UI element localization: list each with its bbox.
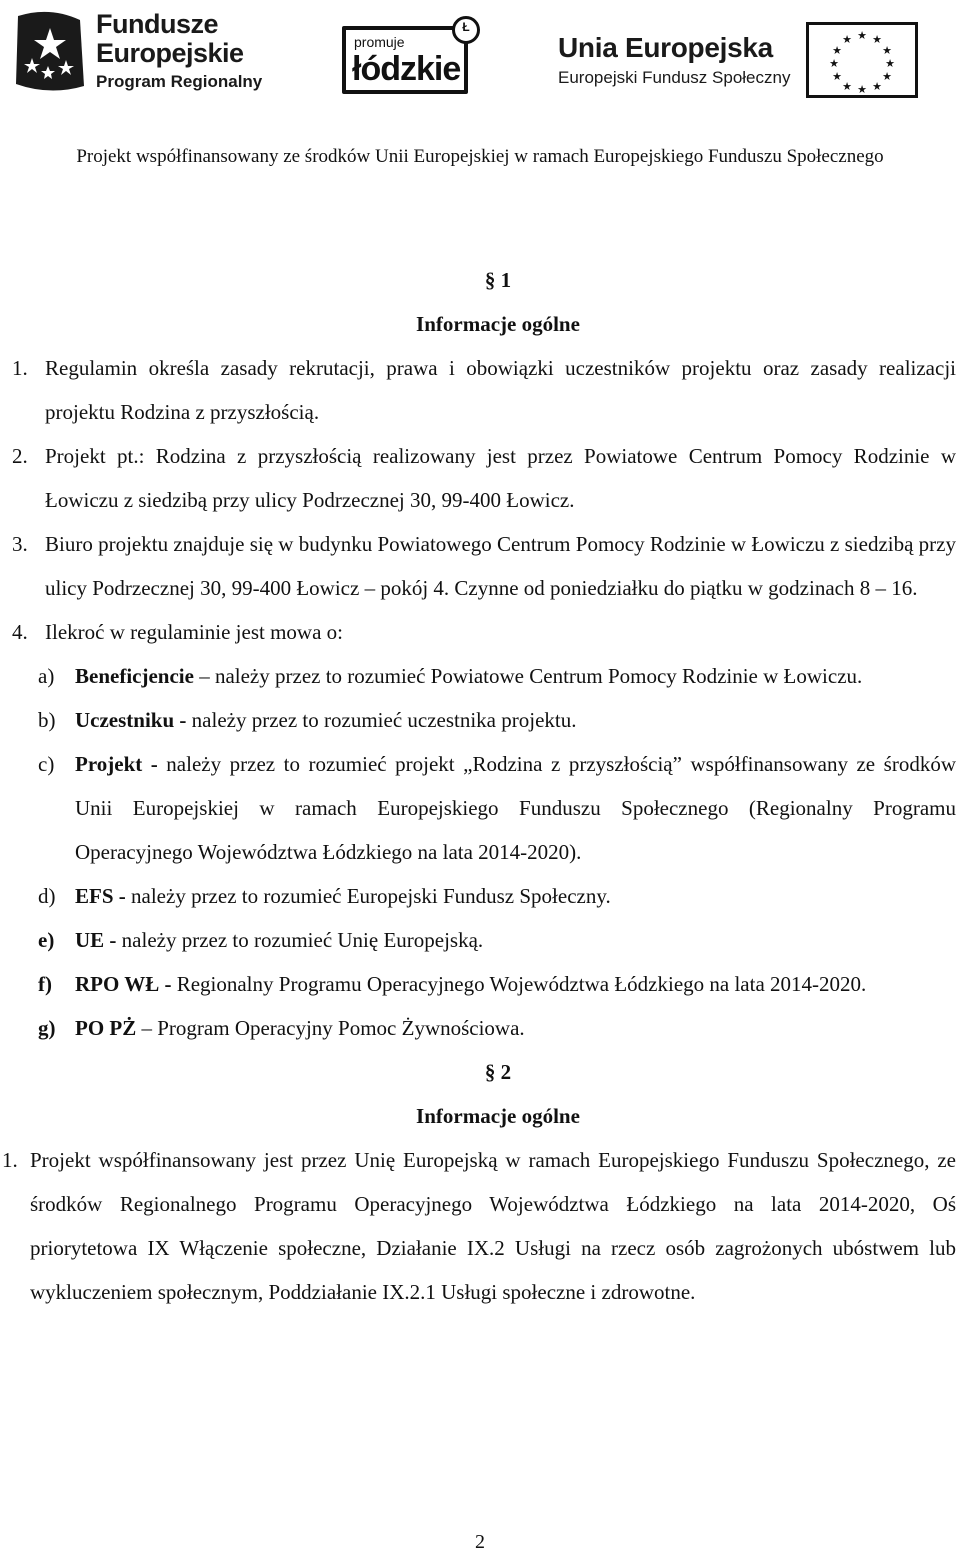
svg-text:★: ★ [882,44,893,57]
logo-header [0,0,960,135]
definition-item [0,698,960,742]
fundusze-europejskie-logo [10,6,262,94]
definition-text: Regionalny Programu Operacyjnego Województwa Łódzkiego na lata 2014-2020. [171,972,867,996]
definition-text: należy przez to rozumieć Europejski Fundusz Społeczny. [125,884,611,908]
svg-text:★: ★ [882,70,893,83]
definition-item [0,874,960,918]
list-item [0,522,960,610]
item-number: 1. [12,356,28,380]
svg-text:★: ★ [857,29,868,42]
item-number: 3. [12,532,28,556]
definition-term: Beneficjencie [75,664,194,688]
list-item [0,1138,960,1314]
definition-text: należy przez to rozumieć projekt „Rodzina z przyszłością” współfinansowany ze środków Unii Europejskiej w ramach Europejskiego Funduszu Społecznego (Regionalny Programu Operacyjnego Województwa Łódzkiego na lata 2014-2020). [75,752,956,864]
definition-letter: a) [38,664,55,688]
ue-logo-line2: Europejski Fundusz Społeczny [558,68,791,87]
definition-text: – Program Operacyjny Pomoc Żywnościowa. [136,1016,525,1040]
fe-logo-line2: Europejskie [96,37,244,68]
svg-text:★: ★ [842,33,853,46]
svg-text:★: ★ [885,57,896,70]
unia-europejska-logo [558,22,918,98]
definition-term: EFS - [75,884,126,908]
lodz-logo-big: łódzkie [352,50,461,88]
fe-logo-line1: Fundusze [96,8,218,39]
section-2-title: Informacje ogólne [416,1104,580,1128]
definition-letter: d) [38,884,56,908]
ue-logo-line1: Unia Europejska [558,32,773,63]
item-number: 4. [12,620,28,644]
list-item [0,346,960,434]
definition-term: RPO WŁ - [75,972,172,996]
svg-text:★: ★ [832,44,843,57]
definition-item [0,962,960,1006]
definition-text: należy przez to rozumieć uczestnika projektu. [186,708,577,732]
definition-term: Projekt - [75,752,158,776]
definition-item [0,918,960,962]
definition-letter: c) [38,752,55,776]
definition-letter: b) [38,708,56,732]
lodz-logo-small: promuje [354,34,405,50]
section-1-symbol: § 1 [484,268,512,292]
item-number: 1. [2,1148,18,1172]
item-text: Regulamin określa zasady rekrutacji, prawa i obowiązki uczestników projektu oraz zasady realizacji projektu Rodzina z przyszłością. [45,356,956,424]
eu-flag-icon [806,22,918,98]
svg-text:★: ★ [832,70,843,83]
fe-logo-line3: Program Regionalny [96,71,263,91]
lodz-badge-icon: Ł [452,16,480,44]
definition-term: Uczestniku - [75,708,187,732]
svg-text:★: ★ [857,83,868,95]
definition-term: PO PŻ [75,1016,137,1040]
definition-letter: f) [38,972,52,996]
definition-letter: e) [38,928,55,952]
item-text: Ilekroć w regulaminie jest mowa o: [45,620,343,644]
item-text: Projekt współfinansowany jest przez Unię Europejską w ramach Europejskiego Funduszu Społecznego, ze środków Regionalnego Programu Operacyjnego Województwa Łódzkiego na lata 2014-2020, Oś priorytetowa IX Włączenie społeczne, Działanie IX.2 Usługi na rzecz osób zagrożonych ubóstwem lub wykluczeniem społecznym, Poddziałanie IX.2.1 Usługi społeczne i zdrowotne. [30,1148,956,1304]
definition-text: należy przez to rozumieć Unię Europejską. [116,928,484,952]
section-1-title: Informacje ogólne [416,312,580,336]
fe-stars-icon [10,6,88,94]
cofinancing-subtitle: Projekt współfinansowany ze środków Unii Europejskiej w ramach Europejskiego Funduszu Społecznego [76,146,884,167]
definition-item [0,1006,960,1050]
list-item [0,610,960,654]
definition-item [0,742,960,874]
document-body [0,258,960,1314]
definition-item [0,654,960,698]
definition-text: – należy przez to rozumieć Powiatowe Centrum Pomocy Rodzinie w Łowiczu. [193,664,863,688]
svg-text:★: ★ [872,33,883,46]
svg-text:★: ★ [872,80,883,93]
section-2-symbol: § 2 [484,1060,512,1084]
item-text: Projekt pt.: Rodzina z przyszłością realizowany jest przez Powiatowe Centrum Pomocy Rodzinie w Łowiczu z siedzibą przy ulicy Podrzecznej 30, 99-400 Łowicz. [45,444,956,512]
svg-text:★: ★ [842,80,853,93]
svg-text:★: ★ [829,57,840,70]
item-text: Biuro projektu znajduje się w budynku Powiatowego Centrum Pomocy Rodzinie w Łowiczu z siedzibą przy ulicy Podrzecznej 30, 99-400 Łowicz – pokój 4. Czynne od poniedziałku do piątku w godzinach 8 – 16. [45,532,956,600]
definition-letter: g) [38,1016,56,1040]
promuje-lodzkie-logo [342,16,480,98]
list-item [0,434,960,522]
page-number: 2 [475,1531,485,1553]
item-number: 2. [12,444,28,468]
definition-term: UE - [75,928,117,952]
